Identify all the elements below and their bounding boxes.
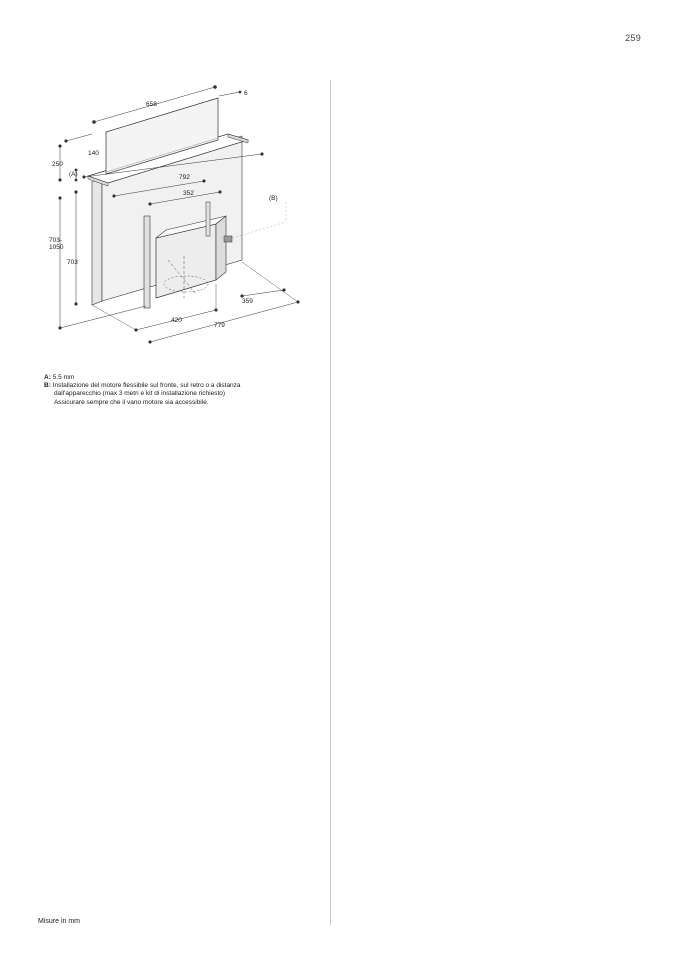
duct-right — [206, 202, 210, 236]
legend-item-a — [44, 374, 314, 382]
dim-359: 359 — [242, 298, 253, 305]
dim-703-1050-bottom: 1050 — [49, 244, 64, 251]
dim-250: 250 — [52, 161, 63, 168]
drawing-legend — [44, 374, 314, 407]
measurement-unit-note: Misure in mm — [38, 918, 81, 925]
column-divider — [330, 80, 331, 925]
dim-779: 779 — [214, 322, 225, 329]
dim-label-b: (B) — [269, 195, 278, 202]
dim-6: 6 — [244, 90, 248, 97]
cabinet-side-panel — [92, 178, 102, 305]
duct-left — [144, 216, 150, 308]
legend-key-b: B: — [44, 382, 51, 390]
dim-658: 658 — [146, 101, 157, 108]
dim-703: 703 — [67, 259, 78, 266]
legend-text-a: 5.5 mm — [50, 374, 75, 381]
dim-420: 420 — [171, 317, 182, 324]
legend-item-b — [44, 382, 314, 390]
dim-792: 792 — [179, 174, 190, 181]
motor-box-side — [216, 216, 226, 280]
dim-label-a: (A) — [69, 171, 78, 178]
dim-140: 140 — [88, 150, 99, 157]
legend-text-b-line1: Installazione del motore flessibile sul fronte, sul retro o a distanza — [50, 382, 241, 390]
dim-703-1050-top: 703- — [49, 237, 63, 244]
legend-key-a: A: — [44, 374, 51, 381]
dim-352: 352 — [183, 190, 194, 197]
technical-drawing — [36, 84, 316, 354]
legend-text-b-line2: dall'apparecchio (max 3 metri e kit di installazione richiesto) — [54, 390, 226, 398]
side-connector — [224, 236, 232, 242]
legend-text-b-line3: Assicurare sempre che il vano motore sia accessibile. — [54, 398, 209, 406]
downdraft-hood-dimension-diagram — [36, 84, 316, 354]
page-number: 259 — [625, 33, 641, 43]
